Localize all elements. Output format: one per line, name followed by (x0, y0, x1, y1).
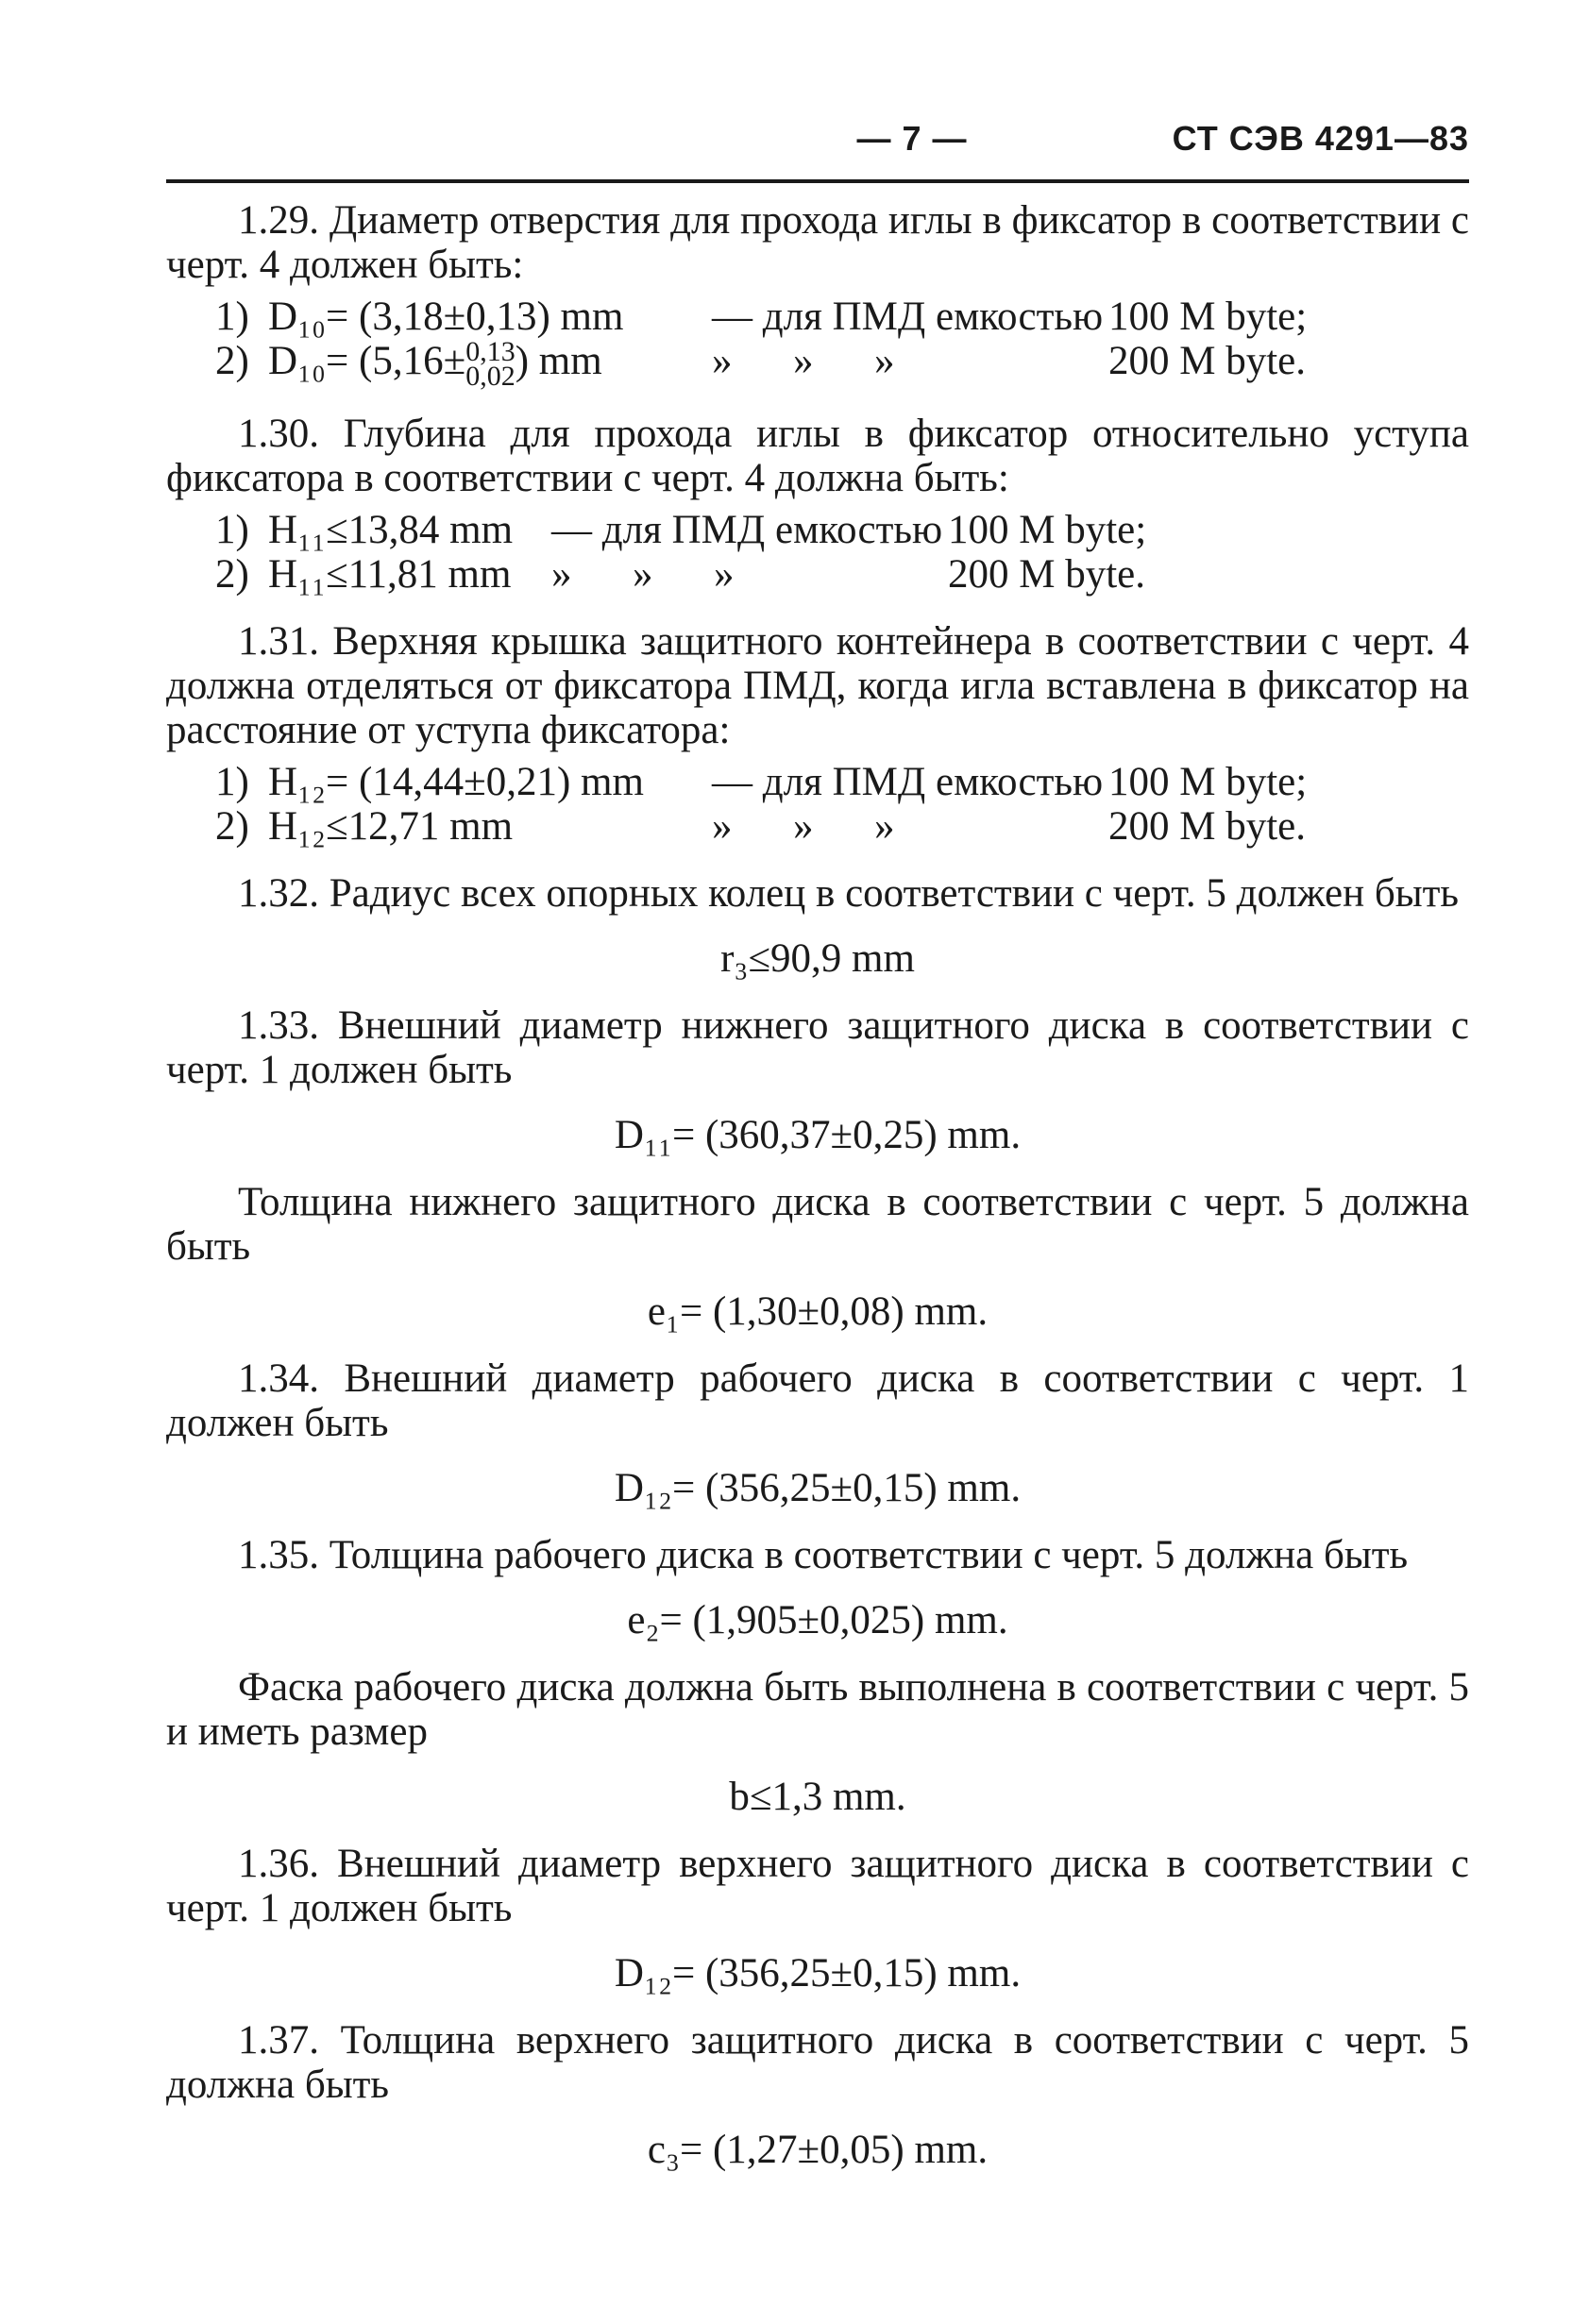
item-ditto: » » » (551, 552, 735, 598)
paragraph-1-35: 1.35. Толщина рабочего диска в соответствии с черт. 5 должна быть (238, 1533, 1409, 1578)
item-formula: H₁₂≤12,71 mm (268, 804, 514, 850)
item-number: 2) (215, 804, 249, 850)
tolerance-lower: 0,02 (465, 361, 516, 393)
paragraph-1-37: 1.37. Толщина верхнего защитного диска в соответствии с черт. 5 должна быть (166, 2018, 1469, 2108)
standard-number: СТ СЭВ 4291—83 (1172, 119, 1469, 158)
paragraph-1-32: 1.32. Радиус всех опорных колец в соответствии с черт. 5 должен быть (238, 871, 1460, 917)
header-rule (166, 179, 1469, 183)
item-number: 2) (215, 552, 249, 598)
item-number: 1) (215, 295, 249, 339)
item-capacity: 100 M byte; (1108, 295, 1308, 339)
item-number: 1) (215, 760, 249, 805)
formula-c3: c₃= (1,27±0,05) mm. (647, 2128, 989, 2173)
item-formula (268, 336, 712, 393)
item-formula: D₁₀= (3,18±0,13) mm (268, 295, 624, 339)
item-capacity: 200 M byte. (1108, 339, 1307, 383)
formula-r3: r₃≤90,9 mm (720, 936, 915, 982)
page-body (166, 198, 1469, 2176)
formula-d12-upper: D₁₂= (356,25±0,15) mm. (614, 1951, 1022, 1996)
formula-e2: e₂= (1,905±0,025) mm. (627, 1598, 1008, 1643)
item-note: — для ПМД емкостью (712, 295, 1104, 339)
paragraph-1-33: 1.33. Внешний диаметр нижнего защитного диска в соответствии с черт. 1 должен быть (166, 1003, 1469, 1093)
item-capacity: 200 M byte. (948, 552, 1146, 598)
formula-d11: D₁₁= (360,37±0,25) mm. (614, 1113, 1022, 1158)
paragraph-1-33-thickness: Толщина нижнего защитного диска в соответствии с черт. 5 должна быть (166, 1180, 1469, 1270)
formula-d12-working: D₁₂= (356,25±0,15) mm. (614, 1466, 1022, 1511)
list-item (215, 760, 1469, 804)
paragraph-1-35-chamfer: Фаска рабочего диска должна быть выполнена в соответствии с черт. 5 и иметь размер (166, 1665, 1469, 1755)
formula-prefix: D₁₀= (5,16± (268, 339, 466, 383)
item-ditto: » » » (712, 339, 895, 383)
formula-e1: e₁= (1,30±0,08) mm. (647, 1289, 989, 1335)
item-note: — для ПМД емкостью (551, 508, 943, 553)
item-number: 1) (215, 508, 249, 553)
paragraph-1-31: 1.31. Верхняя крышка защитного контейнера в соответствии с черт. 4 должна отделяться от фиксатора ПМД, когда игла вставлена в фиксатор на расстояние от уступа фиксатора: (166, 619, 1469, 753)
list-item (215, 295, 1469, 339)
page-number: — 7 — (856, 119, 968, 158)
paragraph-1-30: 1.30. Глубина для прохода иглы в фиксатор относительно уступа фиксатора в соответствии с черт. 4 должна быть: (166, 412, 1469, 501)
list-item (215, 336, 1469, 393)
item-ditto: » » » (712, 804, 895, 850)
item-capacity: 100 M byte; (948, 508, 1147, 553)
formula-b: b≤1,3 mm. (729, 1775, 906, 1820)
paragraph-1-34: 1.34. Внешний диаметр рабочего диска в соответствии с черт. 1 должен быть (166, 1356, 1469, 1446)
tolerance-stack (465, 336, 516, 393)
formula-suffix: ) mm (515, 339, 602, 383)
paragraph-1-36: 1.36. Внешний диаметр верхнего защитного диска в соответствии с черт. 1 должен быть (166, 1842, 1469, 1931)
item-number: 2) (215, 339, 249, 383)
item-capacity: 100 M byte; (1108, 760, 1308, 805)
item-formula: H₁₁≤13,84 mm (268, 508, 514, 553)
item-formula: H₁₁≤11,81 mm (268, 552, 512, 598)
item-formula: H₁₂= (14,44±0,21) mm (268, 760, 644, 805)
list-item (215, 804, 1469, 849)
list-item (215, 508, 1469, 552)
tolerance-upper: 0,13 (465, 336, 516, 368)
list-item (215, 552, 1469, 597)
item-note: — для ПМД емкостью (712, 760, 1104, 805)
page-header (166, 119, 1469, 176)
paragraph-1-29: 1.29. Диаметр отверстия для прохода иглы в фиксатор в соответствии с черт. 4 должен быть: (166, 198, 1469, 287)
item-capacity: 200 M byte. (1108, 804, 1307, 850)
